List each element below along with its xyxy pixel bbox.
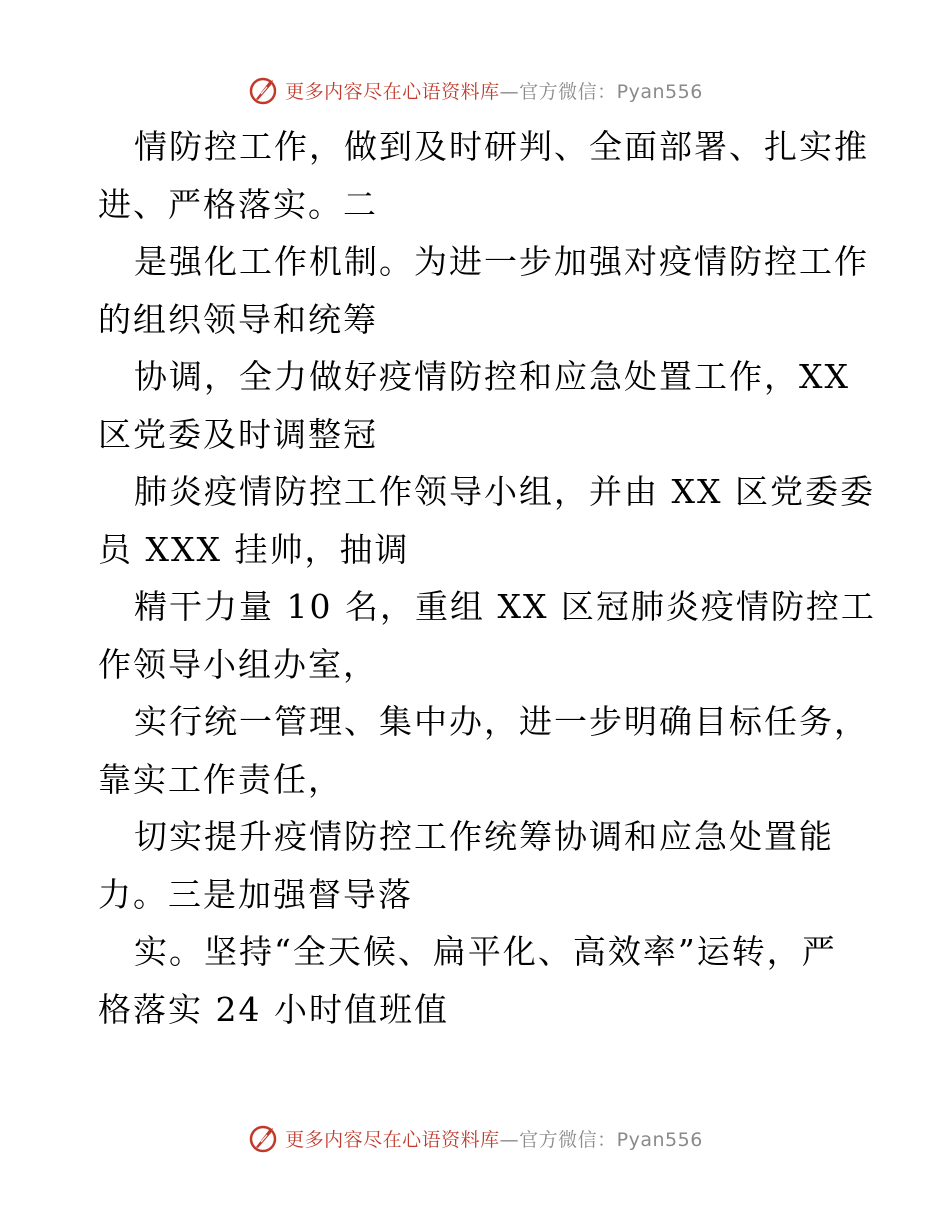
text-line: 肺炎疫情防控工作领导小组，并由 XX 区党委委 — [134, 472, 875, 511]
text-line: 精干力量 10 名，重组 XX 区冠肺炎疫情防控工 — [134, 587, 876, 626]
text-line: 力。三是加强督导落 — [98, 874, 413, 914]
text-line: 情防控工作，做到及时研判、全面部署、扎实推 — [134, 127, 869, 166]
watermark-text: 更多内容尽在心语资料库—官方微信：Pyan556 — [285, 1128, 703, 1151]
text-line: 是强化工作机制。为进一步加强对疫情防控工作 — [134, 242, 869, 281]
document-body — [98, 118, 876, 1038]
text-line: 区党委及时调整冠 — [98, 414, 378, 454]
text-line: 员 XXX 挂帅，抽调 — [98, 529, 410, 569]
text-line: 实行统一管理、集中办，进一步明确目标任务， — [134, 702, 869, 741]
text-line: 实。坚持“全天候、扁平化、高效率”运转，严 — [134, 932, 837, 971]
header-watermark — [0, 70, 950, 110]
text-line: 进、严格落实。二 — [98, 184, 378, 224]
text-line: 靠实工作责任， — [98, 759, 343, 799]
text-line: 切实提升疫情防控工作统筹协调和应急处置能 — [134, 817, 834, 856]
text-line: 格落实 24 小时值班值 — [98, 989, 449, 1029]
text-line: 的组织领导和统筹 — [98, 299, 378, 339]
footer-watermark — [0, 1118, 950, 1158]
watermark-text: 更多内容尽在心语资料库—官方微信：Pyan556 — [285, 80, 703, 103]
quill-pen-logo-icon — [247, 74, 279, 106]
quill-pen-logo-icon — [247, 1122, 279, 1154]
text-line: 作领导小组办室， — [98, 644, 378, 684]
text-line: 协调，全力做好疫情防控和应急处置工作，XX — [134, 357, 850, 396]
